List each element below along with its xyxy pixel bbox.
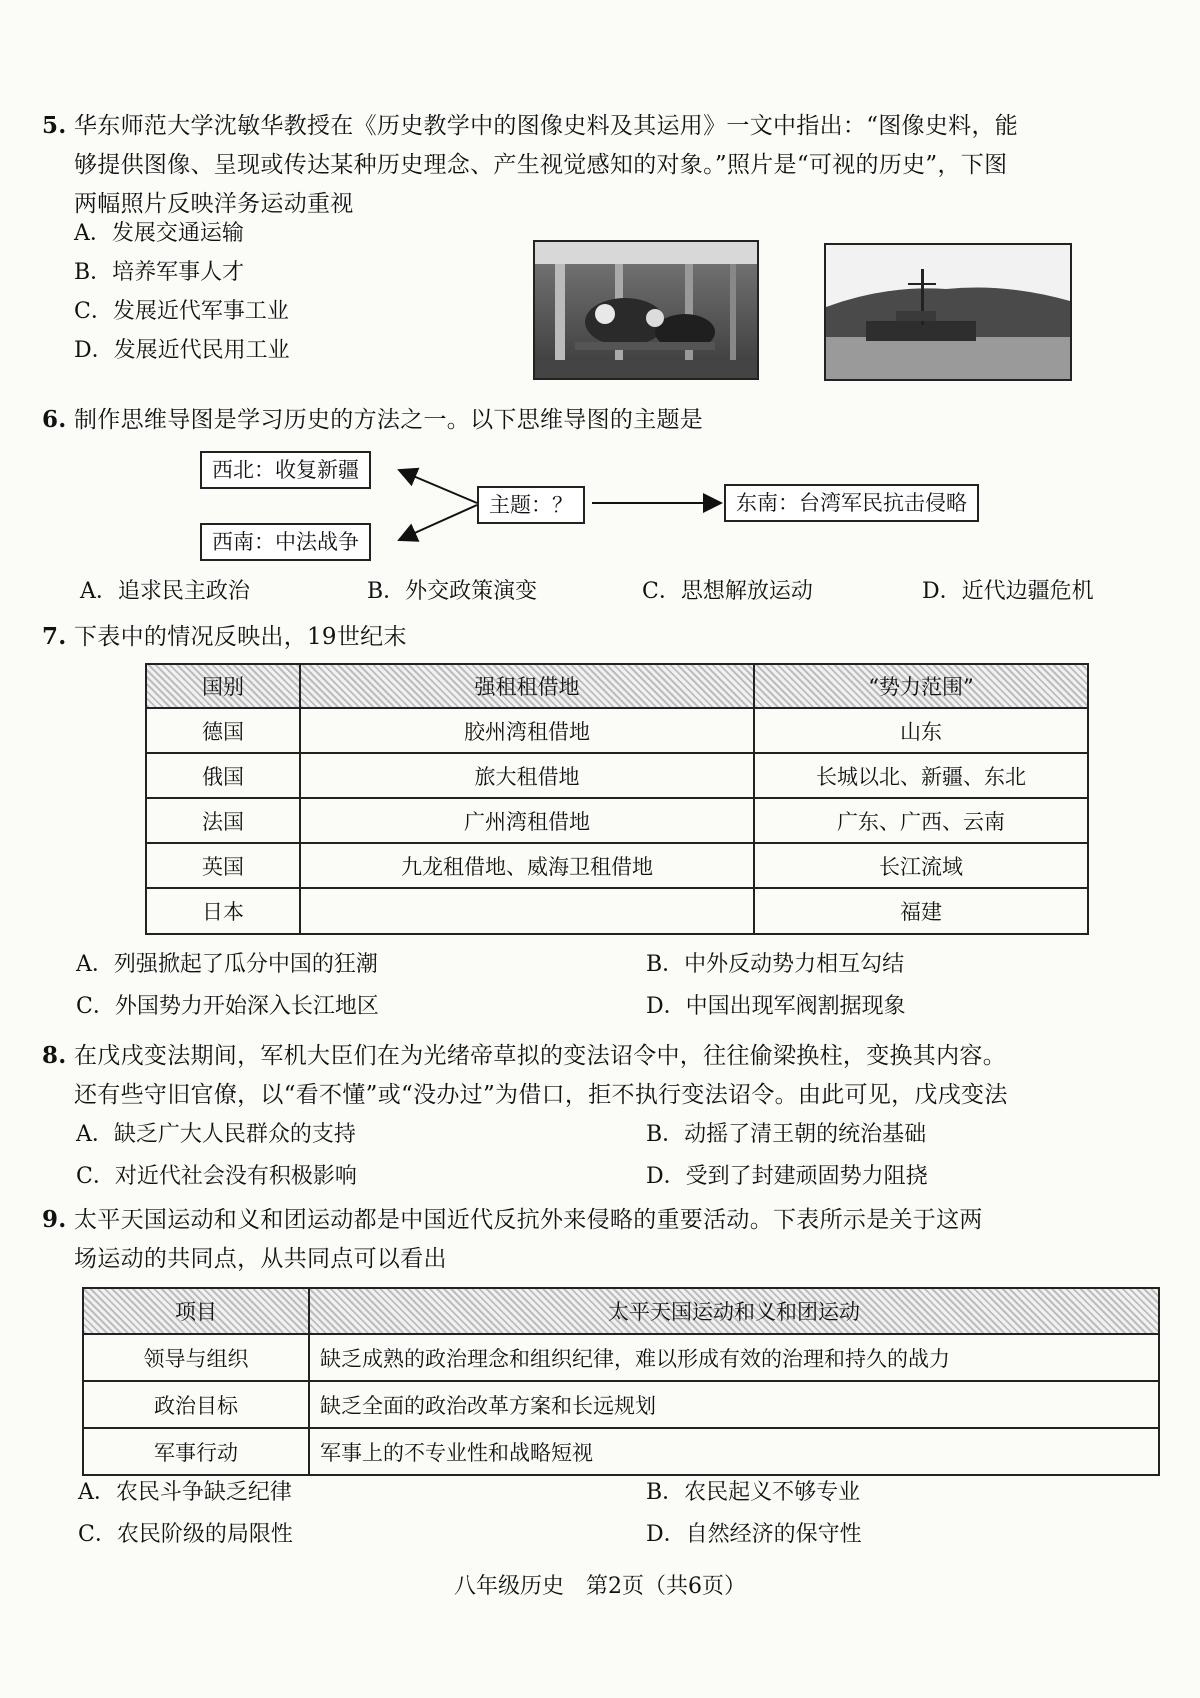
table-cell: 军事行动 (83, 1428, 309, 1475)
stem-line: 还有些守旧官僚，以“看不懂”或“没办过”为借口，拒不执行变法诏令。由此可见，戊戌变法 (74, 1082, 1008, 1108)
option-a: A．缺乏广大人民群众的支持 (76, 1122, 356, 1147)
table-cell: 九龙租借地、威海卫租借地 (300, 843, 754, 888)
table-row (146, 843, 1088, 888)
mind-map-southwest: 西南：中法战争 (200, 523, 371, 561)
question-number: 8. (42, 1042, 67, 1069)
table-cell: 广东、广西、云南 (754, 798, 1088, 843)
mind-map-center: 主题：？ (477, 486, 585, 524)
table-row (146, 753, 1088, 798)
question-number: 6. (42, 406, 67, 433)
stem-line: 华东师范大学沈敏华教授在《历史教学中的图像史料及其运用》一文中指出：“图像史料，能 (74, 113, 1019, 139)
mind-map-southeast: 东南：台湾军民抗击侵略 (724, 484, 979, 522)
table-cell (300, 888, 754, 934)
table-cell: 福建 (754, 888, 1088, 934)
table-cell: 军事上的不专业性和战略短视 (309, 1428, 1159, 1475)
table-cell: 政治目标 (83, 1381, 309, 1428)
option-a: A．农民斗争缺乏纪律 (78, 1480, 292, 1505)
stem-line: 两幅照片反映洋务运动重视 (74, 191, 354, 217)
table-header-row (146, 664, 1088, 708)
option-d: D．近代边疆危机 (922, 579, 1094, 604)
stem-line: 在戊戌变法期间，军机大臣们在为光绪帝草拟的变法诏令中，往往偷梁换柱，变换其内容。 (74, 1043, 1006, 1069)
option-a: A．发展交通运输 (74, 221, 244, 246)
option-d: D．中国出现军阀割据现象 (646, 994, 906, 1019)
table-cell: 长城以北、新疆、东北 (754, 753, 1088, 798)
stem-line: 太平天国运动和义和团运动都是中国近代反抗外来侵略的重要活动。下表所示是关于这两 (74, 1207, 983, 1233)
stem-line: 制作思维导图是学习历史的方法之一。以下思维导图的主题是 (74, 407, 704, 433)
table-row (83, 1381, 1159, 1428)
table-cell: 德国 (146, 708, 300, 753)
table-cell: 英国 (146, 843, 300, 888)
table-row (146, 798, 1088, 843)
table-cell: 山东 (754, 708, 1088, 753)
table-cell: 领导与组织 (83, 1334, 309, 1381)
table-cell: 法国 (146, 798, 300, 843)
question-9-stem (42, 1200, 1150, 1279)
option-b: B．农民起义不够专业 (646, 1480, 861, 1505)
table-header: “势力范围” (754, 664, 1088, 708)
table-row (83, 1428, 1159, 1475)
option-a: A．列强掀起了瓜分中国的狂潮 (76, 952, 378, 977)
mind-map-arrows (0, 0, 1200, 600)
table-row (83, 1334, 1159, 1381)
table-header: 强租租借地 (300, 664, 754, 708)
option-c: C．发展近代军事工业 (74, 299, 289, 324)
table-cell: 缺乏成熟的政治理念和组织纪律，难以形成有效的治理和持久的战力 (309, 1334, 1159, 1381)
mind-map-northwest: 西北：收复新疆 (200, 451, 371, 489)
table-cell: 广州湾租借地 (300, 798, 754, 843)
page-footer: 八年级历史 第2页（共6页） (454, 1574, 746, 1599)
stem-line: 下表中的情况反映出，19世纪末 (74, 624, 407, 650)
stem-line: 场运动的共同点，从共同点可以看出 (74, 1246, 447, 1272)
option-c: C．思想解放运动 (642, 579, 813, 604)
table-cell: 缺乏全面的政治改革方案和长远规划 (309, 1381, 1159, 1428)
q7-table (145, 663, 1089, 935)
option-d: D．自然经济的保守性 (646, 1522, 862, 1547)
question-7-stem (42, 617, 1150, 657)
option-c: C．对近代社会没有积极影响 (76, 1164, 357, 1189)
question-8-stem (42, 1036, 1150, 1115)
table-header-row (83, 1288, 1159, 1334)
table-cell: 长江流域 (754, 843, 1088, 888)
table-row (146, 888, 1088, 934)
option-c: C．外国势力开始深入长江地区 (76, 994, 379, 1019)
table-header: 太平天国运动和义和团运动 (309, 1288, 1159, 1334)
option-d: D．发展近代民用工业 (74, 338, 290, 363)
option-d: D．受到了封建顽固势力阻挠 (646, 1164, 928, 1189)
option-b: B．中外反动势力相互勾结 (646, 952, 905, 977)
option-c: C．农民阶级的局限性 (78, 1522, 293, 1547)
table-cell: 日本 (146, 888, 300, 934)
question-number: 7. (42, 623, 67, 650)
table-header: 国别 (146, 664, 300, 708)
question-number: 5. (42, 112, 67, 139)
q9-table (82, 1287, 1160, 1476)
question-number: 9. (42, 1206, 67, 1233)
option-a: A．追求民主政治 (80, 579, 250, 604)
table-cell: 旅大租借地 (300, 753, 754, 798)
option-b: B．动摇了清王朝的统治基础 (646, 1122, 927, 1147)
table-cell: 俄国 (146, 753, 300, 798)
option-b: B．培养军事人才 (74, 260, 245, 285)
table-header: 项目 (83, 1288, 309, 1334)
table-row (146, 708, 1088, 753)
option-b: B．外交政策演变 (367, 579, 538, 604)
stem-line: 够提供图像、呈现或传达某种历史理念、产生视觉感知的对象。”照片是“可视的历史”，下图 (74, 152, 1008, 178)
table-cell: 胶州湾租借地 (300, 708, 754, 753)
